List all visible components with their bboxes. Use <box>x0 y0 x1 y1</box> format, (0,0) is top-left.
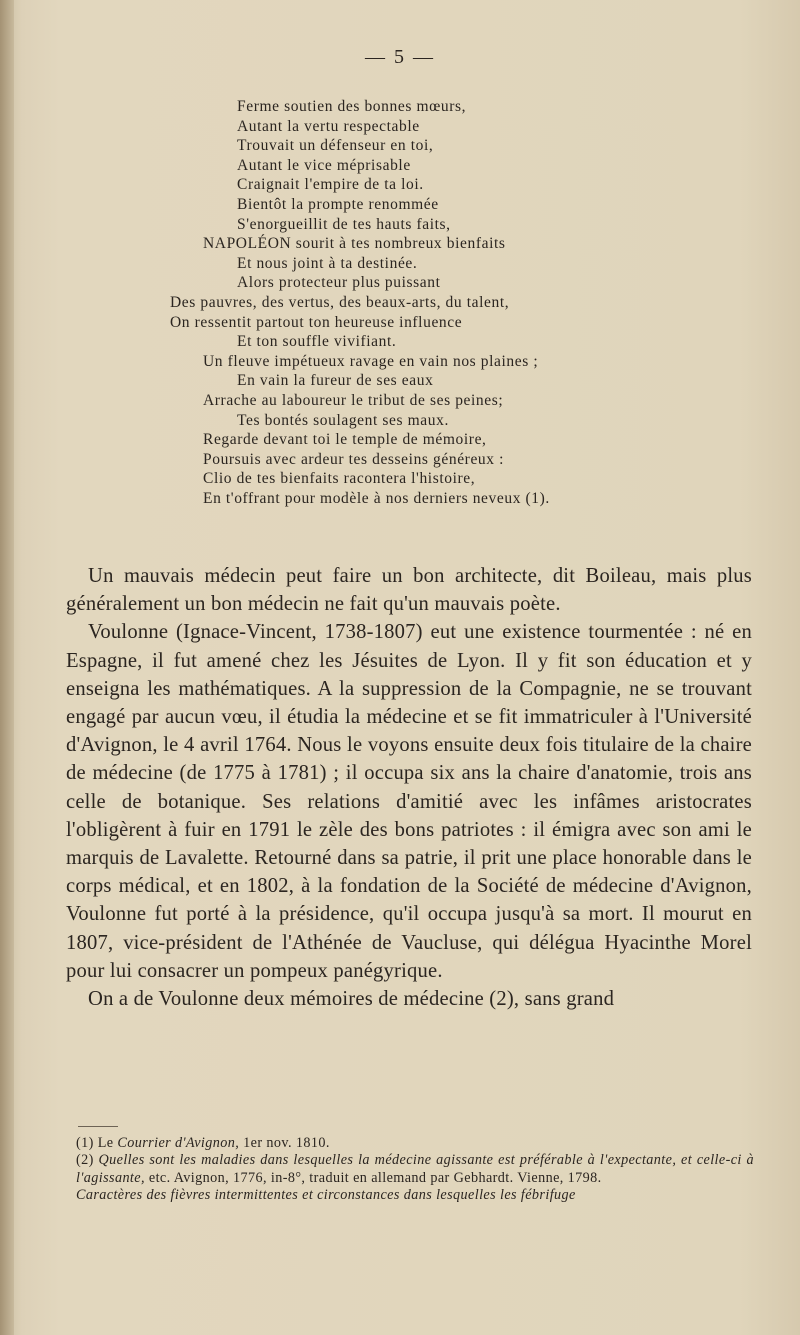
paragraph-memoires: On a de Voulonne deux mémoires de médecine (2), sans grand <box>88 988 615 1011</box>
poem-line: Alors protecteur plus puissant <box>237 274 441 292</box>
poem-line: NAPOLÉON sourit à tes nombreux bienfaits <box>203 235 506 253</box>
page-binding-edge <box>0 0 14 1335</box>
footnote-1-rest: 1er nov. 1810. <box>239 1135 330 1151</box>
poem-line: Autant le vice méprisable <box>237 156 411 174</box>
poem-line: Et nous joint à ta destinée. <box>237 254 418 272</box>
poem-line: Arrache au laboureur le tribut de ses peines; <box>203 391 504 409</box>
footnote-1-marker: (1) Le <box>76 1135 118 1151</box>
poem-line: Craignait l'empire de ta loi. <box>237 176 424 194</box>
footnote-2 <box>76 1152 754 1187</box>
footnote-1-title: Courrier d'Avignon, <box>117 1135 240 1151</box>
poem-line: Autant la vertu respectable <box>237 117 420 135</box>
poem-line: Regarde devant toi le temple de mémoire, <box>203 431 487 449</box>
body-text <box>66 562 752 1013</box>
poem-line: Ferme soutien des bonnes mœurs, <box>237 98 467 115</box>
paragraph-voulonne-biography: Voulonne (Ignace-Vincent, 1738-1807) eut une existence tourmentée : né en Espagne, il fut amené chez les Jésuites de Lyon. Il y fit son éducation et y enseigna les mathématiques. A la suppression de la Compagnie, ne se trouvant engagé par aucun vœu, il étudia la médecine et se fit immatriculer à l'Université d'Avignon, le 4 avril 1764. Nous le voyons ensuite deux fois titulaire de la chaire de médecine (de 1775 à 1781) ; il occupa six ans la chaire d'anatomie, trois ans celle de botanique. Ses relations d'amitié avec les infâmes aristocrates l'obligèrent à fuir en 1791 le zèle des bons patriotes : il émigra avec son ami le marquis de Lavalette. Retourné dans sa patrie, il prit une place honorable dans le corps médical, et en 1802, à la fondation de la Société de médecine d'Avignon, Voulonne fut porté à la présidence, qu'il occupa jusqu'à sa mort. Il mourut en 1807, vice-président de l'Athénée de Vaucluse, qui délégua Hyacinthe Morel pour lui consacrer un pompeux panégyrique. <box>66 621 752 982</box>
page-number: — 5 — <box>365 46 435 68</box>
footnote-2-rest: etc. Avignon, 1776, in-8°, traduit en allemand par Gebhardt. Vienne, 1798. <box>144 1169 602 1186</box>
poem-line: Tes bontés soulagent ses maux. <box>237 411 449 429</box>
poem-line: Clio de tes bienfaits racontera l'histoire, <box>203 470 476 488</box>
poem-line: En vain la fureur de ses eaux <box>237 372 434 390</box>
poem-line: Et ton souffle vivifiant. <box>237 333 397 351</box>
footnotes <box>76 1135 754 1205</box>
footnote-2-continued-title: Caractères des fièvres intermittentes et circonstances dans lesquelles les fébrifuge <box>76 1187 576 1204</box>
footnote-1 <box>76 1135 754 1152</box>
footnote-2-marker: (2) <box>76 1152 99 1169</box>
paragraph-boileau-quote: Un mauvais médecin peut faire un bon architecte, dit Boileau, mais plus généralement un bon médecin ne fait qu'un mauvais poète. <box>66 565 752 616</box>
poem-line: S'enorgueillit de tes hauts faits, <box>237 215 451 233</box>
poem-line: On ressentit partout ton heureuse influence <box>170 313 463 331</box>
footnote-separator <box>78 1126 118 1127</box>
footnote-2-title: Quelles sont les maladies dans lesquelles la médecine agissante est préférable à l'expectante, et celle-ci à l'agissante, <box>76 1152 754 1186</box>
poem-line: Poursuis avec ardeur tes desseins généreux : <box>203 450 505 468</box>
poem-line: Trouvait un défenseur en toi, <box>237 137 434 155</box>
poem-line: En t'offrant pour modèle à nos derniers neveux (1). <box>203 489 550 507</box>
poem-line: Des pauvres, des vertus, des beaux-arts, du talent, <box>170 293 510 311</box>
footnote-2-continued <box>76 1187 754 1204</box>
poem-line: Un fleuve impétueux ravage en vain nos plaines ; <box>203 352 539 370</box>
poem <box>170 97 730 508</box>
poem-line: Bientôt la prompte renommée <box>237 195 439 213</box>
